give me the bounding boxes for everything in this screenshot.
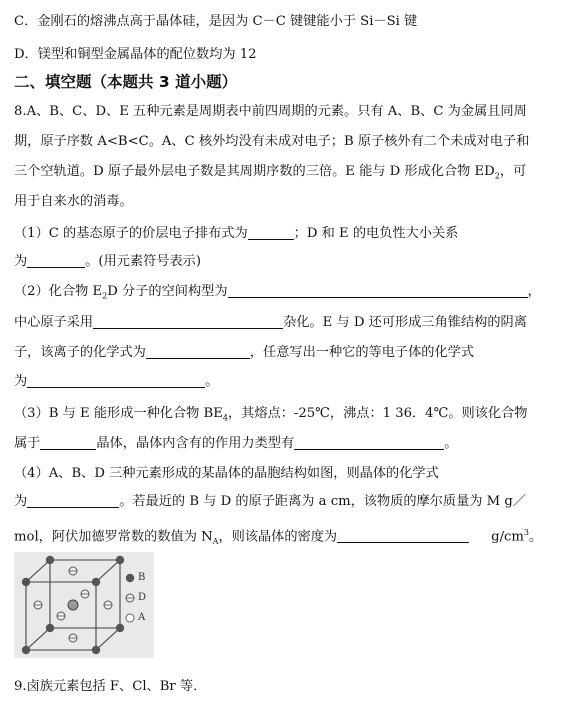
e2d-subscript: 2 bbox=[102, 291, 108, 301]
part3-prompt-4: 晶体，晶体内含有的作用力类型有 bbox=[96, 436, 295, 451]
q8-line-1: 8.A、B、C、D、E 五种元素是周期表中前四周期的元素。只有 A、B、C 为金属且同周 bbox=[14, 104, 527, 119]
q8-part1-line2 bbox=[14, 252, 201, 272]
part2-prompt-6: ，任意写出一种它的等电子体的化学式 bbox=[249, 345, 475, 360]
answer-blank-6[interactable] bbox=[27, 373, 205, 388]
answer-blank-10[interactable] bbox=[337, 528, 469, 543]
legend-d-label: D bbox=[138, 592, 147, 603]
part1-prompt-2: ；D 和 E 的电负性大小关系 bbox=[293, 226, 459, 241]
q8-line-3 bbox=[14, 162, 526, 187]
legend-b-label: B bbox=[138, 572, 146, 583]
part3-prompt: （3）B 与 E 能形成一种化合物 BE bbox=[14, 406, 223, 421]
q8-part2-line3 bbox=[14, 343, 474, 363]
part2-prompt-5: 子，该离子的化学式为 bbox=[14, 345, 146, 360]
part2-prompt-7: 为 bbox=[14, 374, 28, 389]
answer-blank-4[interactable] bbox=[93, 314, 283, 329]
q8-part2-line1 bbox=[14, 282, 541, 307]
unit-superscript: 3 bbox=[523, 528, 529, 537]
part1-prompt-3: 为 bbox=[14, 254, 28, 269]
answer-blank-2[interactable] bbox=[27, 253, 85, 268]
q8-line-4: 用于自来水的消毒。 bbox=[14, 194, 133, 209]
q9-line-1: 9.卤族元素包括 F、Cl、Br 等． bbox=[14, 679, 207, 694]
q8-part3-line2 bbox=[14, 434, 457, 454]
answer-blank-5[interactable] bbox=[146, 344, 250, 359]
part2-prompt-3: 中心原子采用 bbox=[14, 315, 94, 330]
q8-part4-line1: （4）A、B、D 三种元素形成的某晶体的晶胞结构如图，则晶体的化学式 bbox=[14, 466, 439, 481]
density-unit: g/cm bbox=[491, 529, 524, 545]
part2-comma: ， bbox=[527, 284, 541, 299]
unit-cell-diagram bbox=[14, 552, 154, 658]
option-c: C．金刚石的熔沸点高于晶体硅，是因为 C－C 键键能小于 Si－Si 键 bbox=[14, 14, 418, 29]
q8-line-3-text: 三个空轨道。D 原子最外层电子数是其周期序数的三倍。E 能与 D 形成化合物 ED bbox=[14, 164, 495, 179]
ed2-subscript: 2 bbox=[494, 171, 500, 181]
na-subscript: A bbox=[212, 537, 219, 547]
unit-cell-figure bbox=[14, 552, 154, 658]
q8-part2-line2 bbox=[14, 313, 527, 333]
q8-part4-line3 bbox=[14, 523, 542, 552]
part3-prompt-2: ，其熔点：-25℃，沸点：1 36．4℃。则该化合物 bbox=[227, 406, 528, 421]
part4-prompt-4: mol，阿伏加德罗常数的数值为 N bbox=[14, 529, 213, 545]
section-heading: 二、填空题（本题共 3 道小题） bbox=[14, 73, 238, 91]
part2-period: 。 bbox=[205, 374, 219, 389]
answer-blank-3[interactable] bbox=[228, 283, 528, 298]
be4-subscript: 4 bbox=[222, 413, 228, 423]
q8-part1-line1 bbox=[14, 224, 458, 244]
legend-a-label: A bbox=[138, 612, 146, 623]
part1-note: 。(用元素符号表示) bbox=[85, 254, 201, 269]
option-d: D．镁型和铜型金属晶体的配位数均为 12 bbox=[14, 47, 257, 62]
answer-blank-7[interactable] bbox=[40, 435, 96, 450]
part4-period: 。 bbox=[529, 529, 543, 545]
part4-prompt-5: ，则该晶体的密度为 bbox=[218, 529, 338, 545]
part3-period: 。 bbox=[444, 436, 458, 451]
part2-prompt: （2）化合物 E bbox=[14, 284, 103, 299]
q8-line-2: 期，原子序数 A<B<C。A、C 核外均没有未成对电子；B 原子核外有二个未成对电子和 bbox=[14, 134, 530, 149]
q8-part3-line1 bbox=[14, 404, 527, 429]
part1-prompt: （1）C 的基态原子的价层电子排布式为 bbox=[14, 226, 248, 241]
part4-prompt-3: 。若最近的 B 与 D 的原子距离为 a cm，该物质的摩尔质量为 M g／ bbox=[119, 494, 526, 509]
part4-prompt-2: 为 bbox=[14, 494, 28, 509]
answer-blank-1[interactable] bbox=[248, 225, 294, 240]
part3-prompt-3: 属于 bbox=[14, 436, 41, 451]
part2-prompt-2: D 分子的空间构型为 bbox=[107, 284, 228, 299]
answer-blank-8[interactable] bbox=[294, 435, 444, 450]
q8-part2-line4 bbox=[14, 372, 218, 392]
q8-part4-line2 bbox=[14, 492, 526, 512]
answer-blank-9[interactable] bbox=[27, 493, 119, 508]
part2-prompt-4: 杂化。E 与 D 还可形成三角锥结构的阴离 bbox=[283, 315, 527, 330]
q8-line-3-tail: ，可 bbox=[499, 164, 527, 179]
